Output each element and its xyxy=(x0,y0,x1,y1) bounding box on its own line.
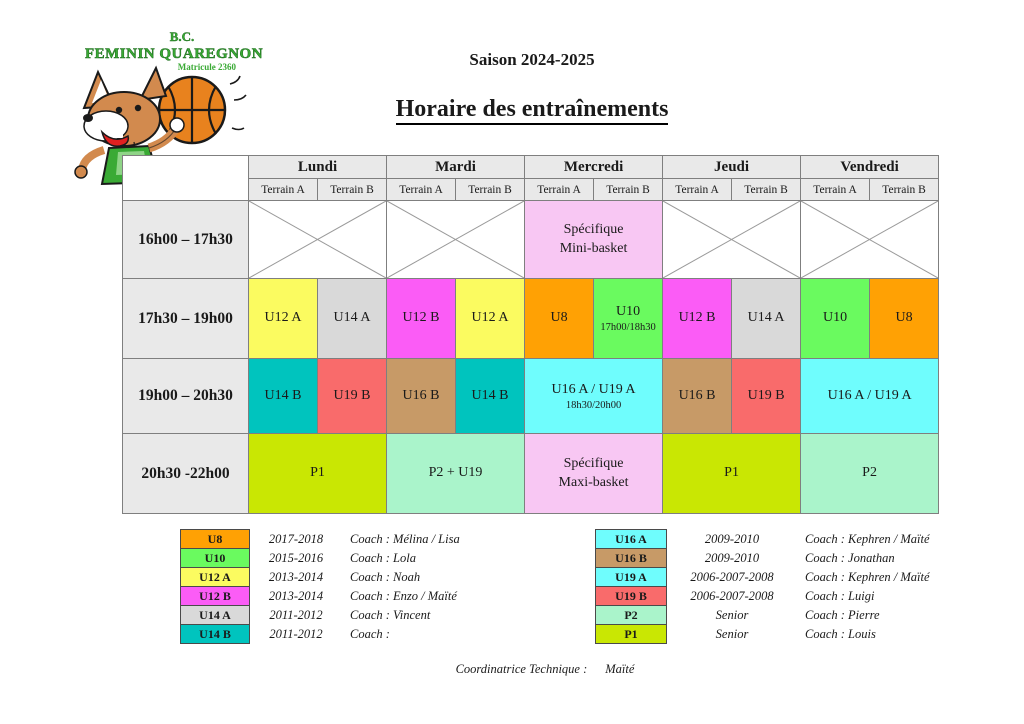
legend-years: 2013-2014 xyxy=(268,570,324,584)
cell-label: U19 B xyxy=(747,387,785,403)
legend-right xyxy=(595,530,945,644)
row-19h00 xyxy=(123,359,939,434)
cell-lundi-b-17h30 xyxy=(318,279,387,359)
cell-label: P1 xyxy=(724,465,739,481)
cell-label: Spécifique xyxy=(563,221,624,237)
cell-label: P2 xyxy=(862,465,877,481)
legend-left xyxy=(180,530,520,644)
cell-lundi-a-17h30 xyxy=(249,279,318,359)
cell-jeudi-a-19h00 xyxy=(663,359,732,434)
row-20h30 xyxy=(123,434,939,514)
cell-vendredi-a-17h30 xyxy=(801,279,870,359)
cell-label: Mini-basket xyxy=(559,240,628,256)
cell-vendredi-16h00-empty xyxy=(801,201,939,279)
corner-blank-cell xyxy=(123,156,249,201)
cell-mercredi-b-17h30 xyxy=(594,279,663,359)
logo-matricule: Matricule 2360 xyxy=(177,62,236,72)
cell-mardi-20h30-p2-u19 xyxy=(387,434,525,514)
time-label-20h30: 20h30 -22h00 xyxy=(123,434,249,514)
cell-label: U14 A xyxy=(747,310,785,326)
legend-swatch-u14a: U14 A xyxy=(180,605,250,625)
cell-label: U16 B xyxy=(402,387,440,403)
cell-lundi-a-19h00 xyxy=(249,359,318,434)
day-header-row xyxy=(123,156,939,179)
cell-mardi-a-19h00 xyxy=(387,359,456,434)
cell-label: P2 + U19 xyxy=(428,465,483,481)
cell-label: U14 A xyxy=(333,310,371,326)
legend-coach: Coach : Jonathan xyxy=(805,551,895,565)
terrain-header: Terrain A xyxy=(387,179,456,201)
cell-vendredi-19h00-u16a-u19a xyxy=(801,359,939,434)
cell-label: U12 B xyxy=(678,310,716,326)
crossed-out-icon xyxy=(387,201,524,278)
legend-swatch-u8: U8 xyxy=(180,529,250,549)
row-16h00 xyxy=(123,201,939,279)
day-header-mercredi: Mercredi xyxy=(525,156,663,179)
season-subtitle: Saison 2024-2025 xyxy=(469,50,595,69)
cell-label: U8 xyxy=(895,310,913,326)
terrain-header: Terrain A xyxy=(663,179,732,201)
day-header-vendredi: Vendredi xyxy=(801,156,939,179)
cell-label: U8 xyxy=(550,310,568,326)
cell-sub-time: 18h30/20h00 xyxy=(565,399,622,411)
logo-club-name: FEMININ QUAREGNON xyxy=(84,46,264,62)
legend-coach: Coach : Lola xyxy=(350,551,416,565)
page-title: Horaire des entraînements xyxy=(40,96,1024,123)
cell-label: U12 A xyxy=(471,310,509,326)
cell-jeudi-16h00-empty xyxy=(663,201,801,279)
legend-swatch-u12b: U12 B xyxy=(180,586,250,606)
legend-swatch-u14b: U14 B xyxy=(180,624,250,644)
legend-coach: Coach : Pierre xyxy=(805,608,880,622)
cell-mercredi-16h00-specifique-mini xyxy=(525,201,663,279)
legend-years: 2006-2007-2008 xyxy=(690,570,774,584)
terrain-header: Terrain B xyxy=(732,179,801,201)
cell-jeudi-a-17h30 xyxy=(663,279,732,359)
cell-lundi-b-19h00 xyxy=(318,359,387,434)
legend-coach: Coach : Luigi xyxy=(805,589,875,603)
time-label-17h30: 17h30 – 19h00 xyxy=(123,279,249,359)
logo-club-initials: B.C. xyxy=(169,29,195,44)
legend-years: 2017-2018 xyxy=(268,532,324,546)
row-17h30 xyxy=(123,279,939,359)
legend-coach: Coach : Kephren / Maïté xyxy=(805,570,930,584)
legend-swatch-u16a: U16 A xyxy=(595,529,667,549)
legend-years: 2009-2010 xyxy=(704,551,760,565)
cell-jeudi-b-19h00 xyxy=(732,359,801,434)
terrain-header: Terrain B xyxy=(870,179,939,201)
terrain-header: Terrain A xyxy=(249,179,318,201)
day-header-mardi: Mardi xyxy=(387,156,525,179)
legend-years: 2011-2012 xyxy=(269,608,323,622)
legend-coach: Coach : Enzo / Maïté xyxy=(350,589,457,603)
cell-label: U16 A / U19 A xyxy=(551,381,636,397)
legend-coach: Coach : Kephren / Maïté xyxy=(805,532,930,546)
legend-coach: Coach : Vincent xyxy=(350,608,431,622)
training-schedule-table xyxy=(122,155,939,514)
legend-swatch-u12a: U12 A xyxy=(180,567,250,587)
cell-label: U14 B xyxy=(264,387,302,403)
legend-coach: Coach : Noah xyxy=(350,570,421,584)
cell-mercredi-20h30-specifique-maxi xyxy=(525,434,663,514)
coordinator-label: Coordinatrice Technique : xyxy=(455,662,588,676)
terrain-header: Terrain B xyxy=(594,179,663,201)
legend-coach: Coach : xyxy=(350,627,390,641)
legend-swatch-u16b: U16 B xyxy=(595,548,667,568)
cell-mercredi-a-17h30 xyxy=(525,279,594,359)
cell-label: U19 B xyxy=(333,387,371,403)
coordinator-line xyxy=(66,662,1024,677)
cell-vendredi-20h30-p2 xyxy=(801,434,939,514)
cell-mardi-a-17h30 xyxy=(387,279,456,359)
cell-lundi-20h30-p1 xyxy=(249,434,387,514)
time-label-16h00: 16h00 – 17h30 xyxy=(123,201,249,279)
legend-swatch-u19b: U19 B xyxy=(595,586,667,606)
cell-label: U12 A xyxy=(264,310,302,326)
cell-label: U10 xyxy=(615,304,641,320)
legend-coach: Coach : Mélina / Lisa xyxy=(350,532,460,546)
legend-years: Senior xyxy=(715,608,749,622)
legend-swatch-p2: P2 xyxy=(595,605,667,625)
cell-mardi-b-19h00 xyxy=(456,359,525,434)
crossed-out-icon xyxy=(249,201,386,278)
cell-mardi-b-17h30 xyxy=(456,279,525,359)
day-header-jeudi: Jeudi xyxy=(663,156,801,179)
legend-years: Senior xyxy=(715,627,749,641)
day-header-lundi: Lundi xyxy=(249,156,387,179)
legend-swatch-p1: P1 xyxy=(595,624,667,644)
cell-mercredi-19h00-u16a-u19a xyxy=(525,359,663,434)
cell-label: Maxi-basket xyxy=(558,474,629,490)
cell-jeudi-b-17h30 xyxy=(732,279,801,359)
cell-label: U10 xyxy=(823,310,848,326)
legend-swatch-u10: U10 xyxy=(180,548,250,568)
cell-label: U16 B xyxy=(678,387,716,403)
time-label-19h00: 19h00 – 20h30 xyxy=(123,359,249,434)
legend-years: 2009-2010 xyxy=(704,532,760,546)
coordinator-name: Maïté xyxy=(605,662,635,676)
terrain-header: Terrain A xyxy=(801,179,870,201)
cell-vendredi-b-17h30 xyxy=(870,279,939,359)
cell-jeudi-20h30-p1 xyxy=(663,434,801,514)
cell-label: U16 A / U19 A xyxy=(827,387,912,403)
legend-years: 2013-2014 xyxy=(268,589,324,603)
cell-mardi-16h00-empty xyxy=(387,201,525,279)
legend-years: 2015-2016 xyxy=(268,551,324,565)
cell-label: P1 xyxy=(310,465,325,481)
cell-label: U12 B xyxy=(402,310,440,326)
legend-years: 2011-2012 xyxy=(269,627,323,641)
legend-years: 2006-2007-2008 xyxy=(690,589,774,603)
cell-sub-time: 17h00/18h30 xyxy=(600,322,656,334)
legend-coach: Coach : Louis xyxy=(805,627,876,641)
terrain-header: Terrain B xyxy=(318,179,387,201)
crossed-out-icon xyxy=(801,201,938,278)
terrain-header: Terrain A xyxy=(525,179,594,201)
terrain-header: Terrain B xyxy=(456,179,525,201)
crossed-out-icon xyxy=(663,201,800,278)
cell-label: U14 B xyxy=(471,387,509,403)
legend-swatch-u19a: U19 A xyxy=(595,567,667,587)
cell-label: Spécifique xyxy=(563,455,624,471)
cell-lundi-16h00-empty xyxy=(249,201,387,279)
